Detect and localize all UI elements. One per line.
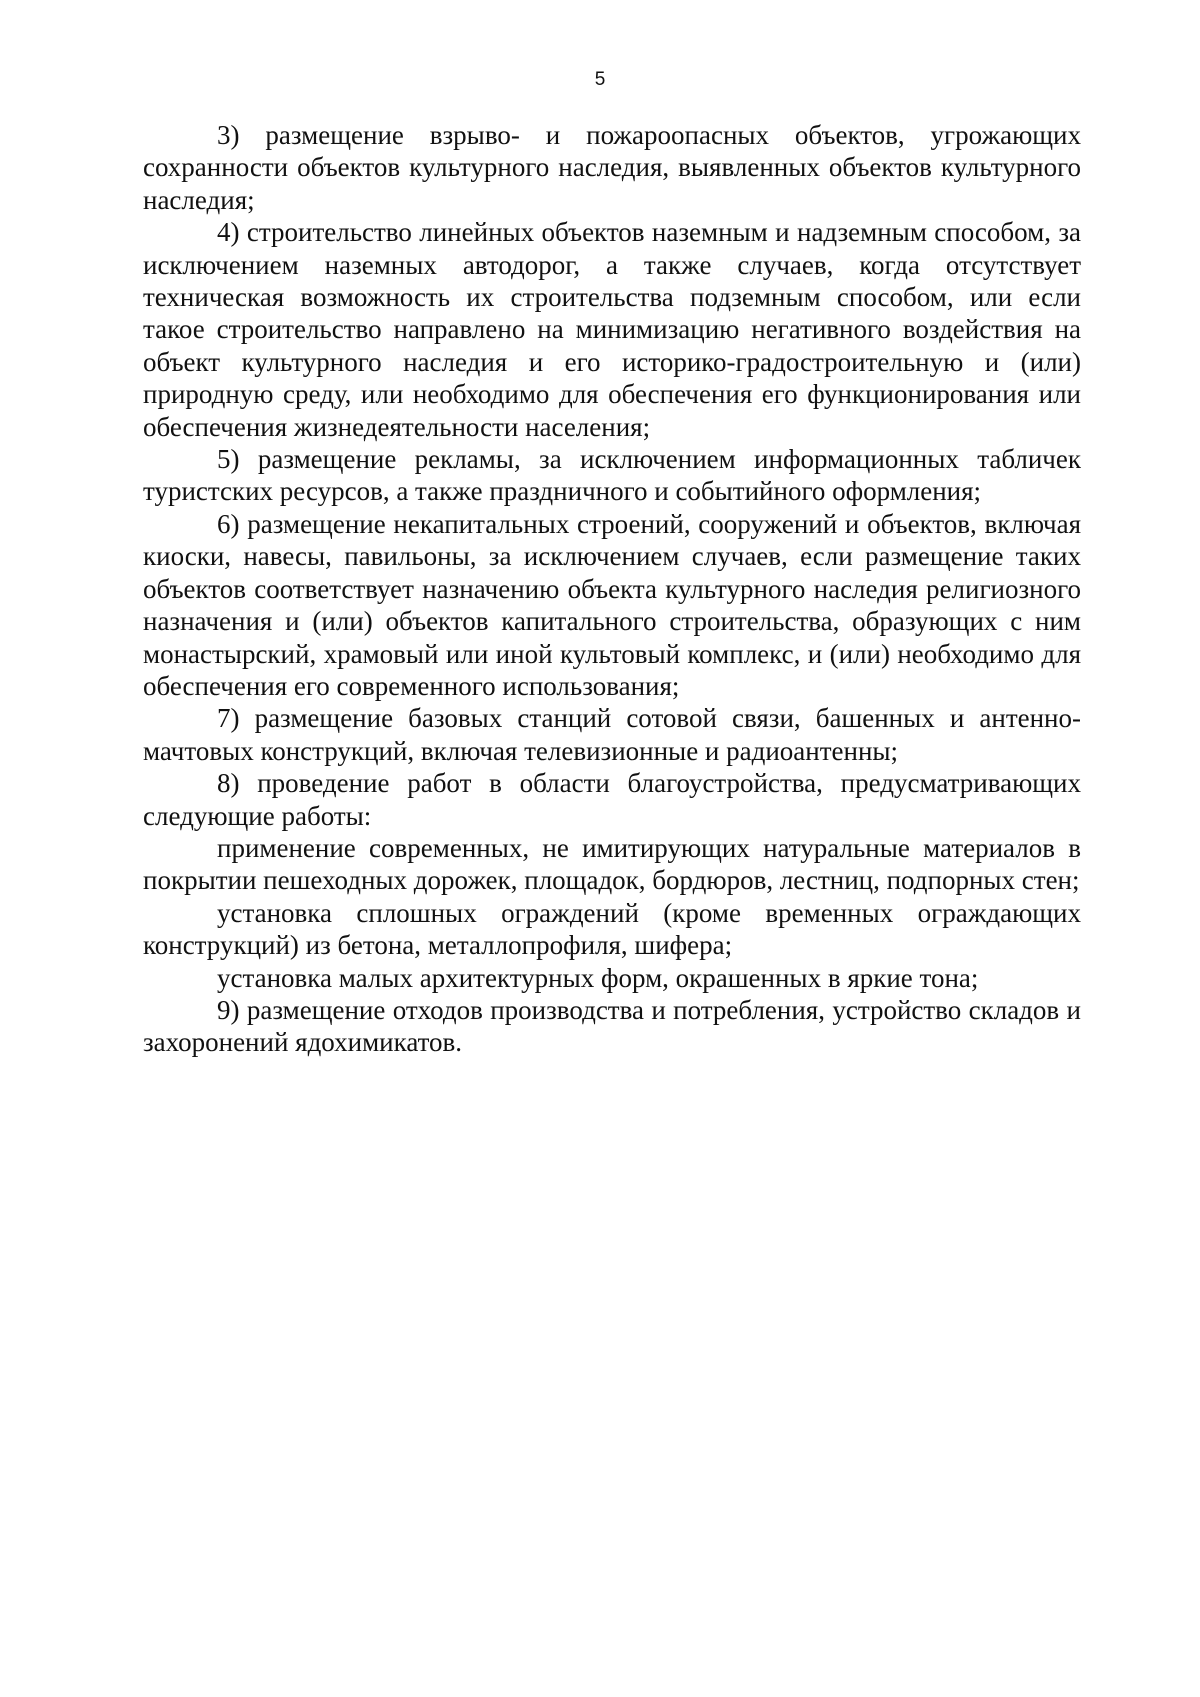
paragraph-item-4: 4) строительство линейных объектов наземным и надземным способом, за исключением наземных автодорог, а также случаев, когда отсутствует техническая возможность их строительства подземным способом, или если такое строительство направлено на минимизацию негативного воздействия на объект культурного наследия и его историко-градостроительную и (или) природную среду, или необходимо для обеспечения его функционирования или обеспечения жизнедеятельности населения; — [143, 217, 1081, 442]
paragraph-subitem-paving: применение современных, не имитирующих натуральные материалов в покрытии пешеходных дорожек, площадок, бордюров, лестниц, подпорных стен; — [143, 832, 1081, 896]
paragraph-item-8: 8) проведение работ в области благоустройства, предусматривающих следующие работы: — [143, 768, 1081, 831]
document-body — [143, 119, 1081, 1059]
paragraph-item-7: 7) размещение базовых станций сотовой связи, башенных и антенно-мачтовых конструкций, включая телевизионные и радиоантенны; — [143, 703, 1081, 766]
paragraph-subitem-small-forms: установка малых архитектурных форм, окрашенных в яркие тона; — [217, 962, 979, 993]
paragraph-item-5: 5) размещение рекламы, за исключением информационных табличек туристских ресурсов, а также праздничного и событийного оформления; — [143, 444, 1081, 507]
paragraph-subitem-fencing: установка сплошных ограждений (кроме временных ограждающих конструкций) из бетона, металлопрофиля, шифера; — [143, 897, 1081, 961]
paragraph-item-6: 6) размещение некапитальных строений, сооружений и объектов, включая киоски, навесы, павильоны, за исключением случаев, если размещение таких объектов соответствует назначению объекта культурного наследия религиозного назначения и (или) объектов капитального строительства, образующих с ним монастырский, храмовый или иной культовый комплекс, и (или) необходимо для обеспечения его современного использования; — [143, 508, 1081, 701]
page-number: 5 — [594, 69, 606, 90]
paragraph-item-9: 9) размещение отходов производства и потребления, устройство складов и захоронений ядохимикатов. — [143, 994, 1081, 1058]
paragraph-item-3: 3) размещение взрыво- и пожароопасных объектов, угрожающих сохранности объектов культурного наследия, выявленных объектов культурного наследия; — [143, 120, 1081, 215]
